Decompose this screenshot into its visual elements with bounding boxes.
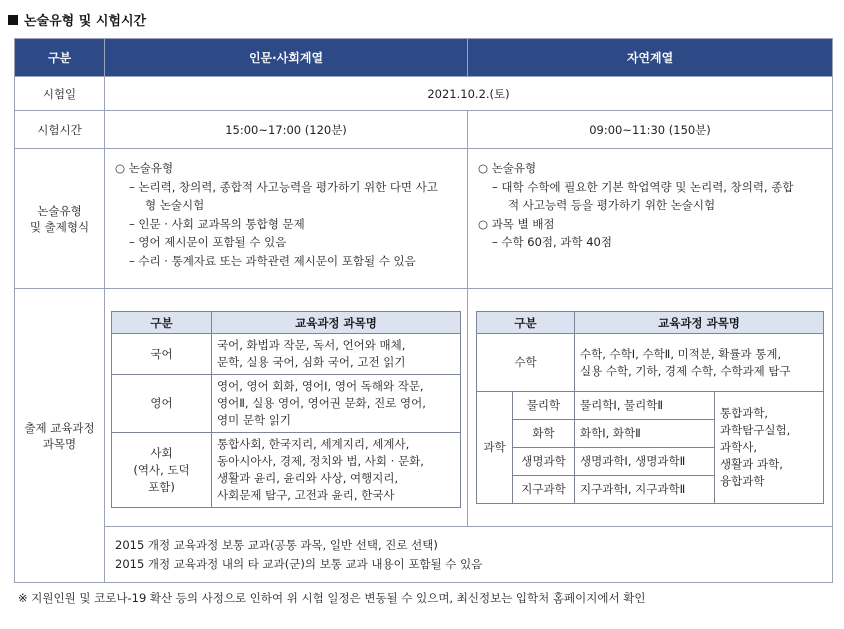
- sci-sub-name: 화학: [513, 420, 575, 448]
- table-row: [477, 334, 824, 392]
- table-row: [112, 433, 461, 508]
- type-sci-head: ○ 논술유형: [478, 161, 537, 175]
- hum-sub-header-gubun: 구분: [112, 312, 212, 334]
- type-label-line2: 및 출제형식: [29, 219, 90, 234]
- sci-sub-name: 물리학: [513, 392, 575, 420]
- time-humanities: 15:00~17:00 (120분): [105, 111, 468, 149]
- subject-line: 통합과학,: [720, 406, 769, 420]
- humanities-subjects-cell: [105, 289, 468, 527]
- sci-math-name: 수학: [477, 334, 575, 392]
- subject-line: 사회문제 탐구, 고전과 윤리, 한국사: [217, 488, 395, 502]
- type-hum-item: – 수리 · 통계자료 또는 과학관련 제시문이 포함될 수 있음: [129, 253, 416, 268]
- type-hum-item: – 논리력, 창의력, 종합적 사고능력을 평가하기 위한 다면 사고: [129, 179, 438, 194]
- subject-line: 국어, 화법과 작문, 독서, 언어와 매체,: [217, 338, 406, 352]
- subject-line: 문학, 실용 국어, 심화 국어, 고전 읽기: [217, 355, 406, 369]
- type-science: [468, 149, 833, 289]
- exam-info-table: [14, 38, 833, 583]
- curriculum-notes: [105, 527, 833, 583]
- sci-sub-header-subjects: 교육과정 과목명: [575, 312, 824, 334]
- subjects-label: [15, 289, 105, 583]
- time-row: [15, 111, 833, 149]
- sci-sub-header-gubun: 구분: [477, 312, 575, 334]
- section-title: [8, 10, 146, 29]
- sci-math-list: [575, 334, 824, 392]
- type-label: [15, 149, 105, 289]
- header-row: [15, 39, 833, 77]
- subject-line: 융합과학: [720, 474, 765, 488]
- table-row: [112, 334, 461, 375]
- square-bullet-icon: [8, 15, 18, 25]
- sci-sub-value: 물리학Ⅰ, 물리학Ⅱ: [575, 392, 715, 420]
- date-row: [15, 77, 833, 111]
- type-hum-item: 형 논술시험: [145, 198, 205, 212]
- date-value: 2021.10.2.(토): [105, 77, 833, 111]
- subject-line: 영어Ⅱ, 실용 영어, 영어권 문화, 진로 영어,: [217, 396, 426, 410]
- type-sci-item: 적 사고능력 등을 평가하기 위한 논술시험: [508, 198, 716, 212]
- subjects-label-line1: 출제 교육과정: [24, 420, 95, 435]
- section-title-text: 논술유형 및 시험시간: [24, 14, 147, 29]
- subject-name-line: 사회: [150, 445, 173, 460]
- humanities-subjects-table: [111, 311, 461, 508]
- time-science: 09:00~11:30 (150분): [468, 111, 833, 149]
- subjects-label-line2: 과목명: [42, 436, 77, 451]
- type-sci-item: – 대학 수학에 필요한 기본 학업역량 및 논리력, 창의력, 종합: [492, 179, 794, 194]
- subjects-row: [15, 289, 833, 527]
- subject-line: 영미 문학 읽기: [217, 413, 291, 427]
- subject-line: 수학, 수학Ⅰ, 수학Ⅱ, 미적분, 확률과 통계,: [580, 346, 782, 361]
- science-subjects-cell: [468, 289, 833, 527]
- header-gubun: 구분: [15, 39, 105, 77]
- subject-line: 실용 수학, 기하, 경제 수학, 수학과제 탐구: [580, 363, 791, 378]
- table-row: [477, 392, 824, 420]
- sci-science-name: 과학: [477, 392, 513, 504]
- subject-name-line: 포함): [148, 479, 175, 494]
- hum-subject-name: 영어: [112, 375, 212, 433]
- subject-line: 영어, 영어 회화, 영어Ⅰ, 영어 독해와 작문,: [217, 379, 424, 393]
- header-humanities: 인문·사회계열: [105, 39, 468, 77]
- subject-line: 통합사회, 한국지리, 세계지리, 세계사,: [217, 437, 410, 451]
- subject-line: 동아시아사, 경제, 정치와 법, 사회 · 문화,: [217, 454, 424, 468]
- time-label: 시험시간: [15, 111, 105, 149]
- type-sci-item2: – 수학 60점, 과학 40점: [492, 235, 612, 249]
- notes-row: [15, 527, 833, 583]
- date-label: 시험일: [15, 77, 105, 111]
- sci-extra-list: [715, 392, 824, 504]
- type-hum-item: – 영어 제시문이 포함될 수 있음: [129, 235, 287, 249]
- sci-sub-value: 생명과학Ⅰ, 생명과학Ⅱ: [575, 448, 715, 476]
- subject-line: 과학사,: [720, 440, 757, 454]
- type-humanities: [105, 149, 468, 289]
- sci-sub-value: 화학Ⅰ, 화학Ⅱ: [575, 420, 715, 448]
- type-sci-head2: ○ 과목 별 배점: [478, 216, 555, 231]
- sci-sub-value: 지구과학Ⅰ, 지구과학Ⅱ: [575, 476, 715, 504]
- sci-sub-name: 생명과학: [513, 448, 575, 476]
- footnote: ※ 지원인원 및 코로나-19 확산 등의 사정으로 인하여 위 시험 일정은 변동될 수 있으며, 최신정보는 입학처 홈페이지에서 확인: [18, 591, 646, 605]
- curriculum-note: 2015 개정 교육과정 내의 타 교과(군)의 보통 교과 내용이 포함될 수 있음: [115, 556, 483, 571]
- hum-subject-list: [212, 375, 461, 433]
- subject-line: 과학탐구실험,: [720, 423, 791, 437]
- sci-sub-name: 지구과학: [513, 476, 575, 504]
- hum-subject-list: [212, 433, 461, 508]
- header-science: 자연계열: [468, 39, 833, 77]
- curriculum-note: 2015 개정 교육과정 보통 교과(공통 과목, 일반 선택, 진로 선택): [115, 538, 438, 552]
- hum-subject-name: [112, 433, 212, 508]
- hum-subject-name: 국어: [112, 334, 212, 375]
- subject-line: 생활과 윤리, 윤리와 사상, 여행지리,: [217, 471, 399, 485]
- type-label-line1: 논술유형: [37, 203, 82, 218]
- type-hum-head: ○ 논술유형: [115, 161, 174, 175]
- type-row: [15, 149, 833, 289]
- subject-line: 생활과 과학,: [720, 457, 783, 471]
- table-row: [112, 375, 461, 433]
- science-subjects-table: [476, 311, 824, 504]
- hum-sub-header-subjects: 교육과정 과목명: [212, 312, 461, 334]
- type-hum-item: – 인문 · 사회 교과목의 통합형 문제: [129, 216, 305, 231]
- subject-name-line: (역사, 도덕: [133, 462, 190, 477]
- hum-subject-list: [212, 334, 461, 375]
